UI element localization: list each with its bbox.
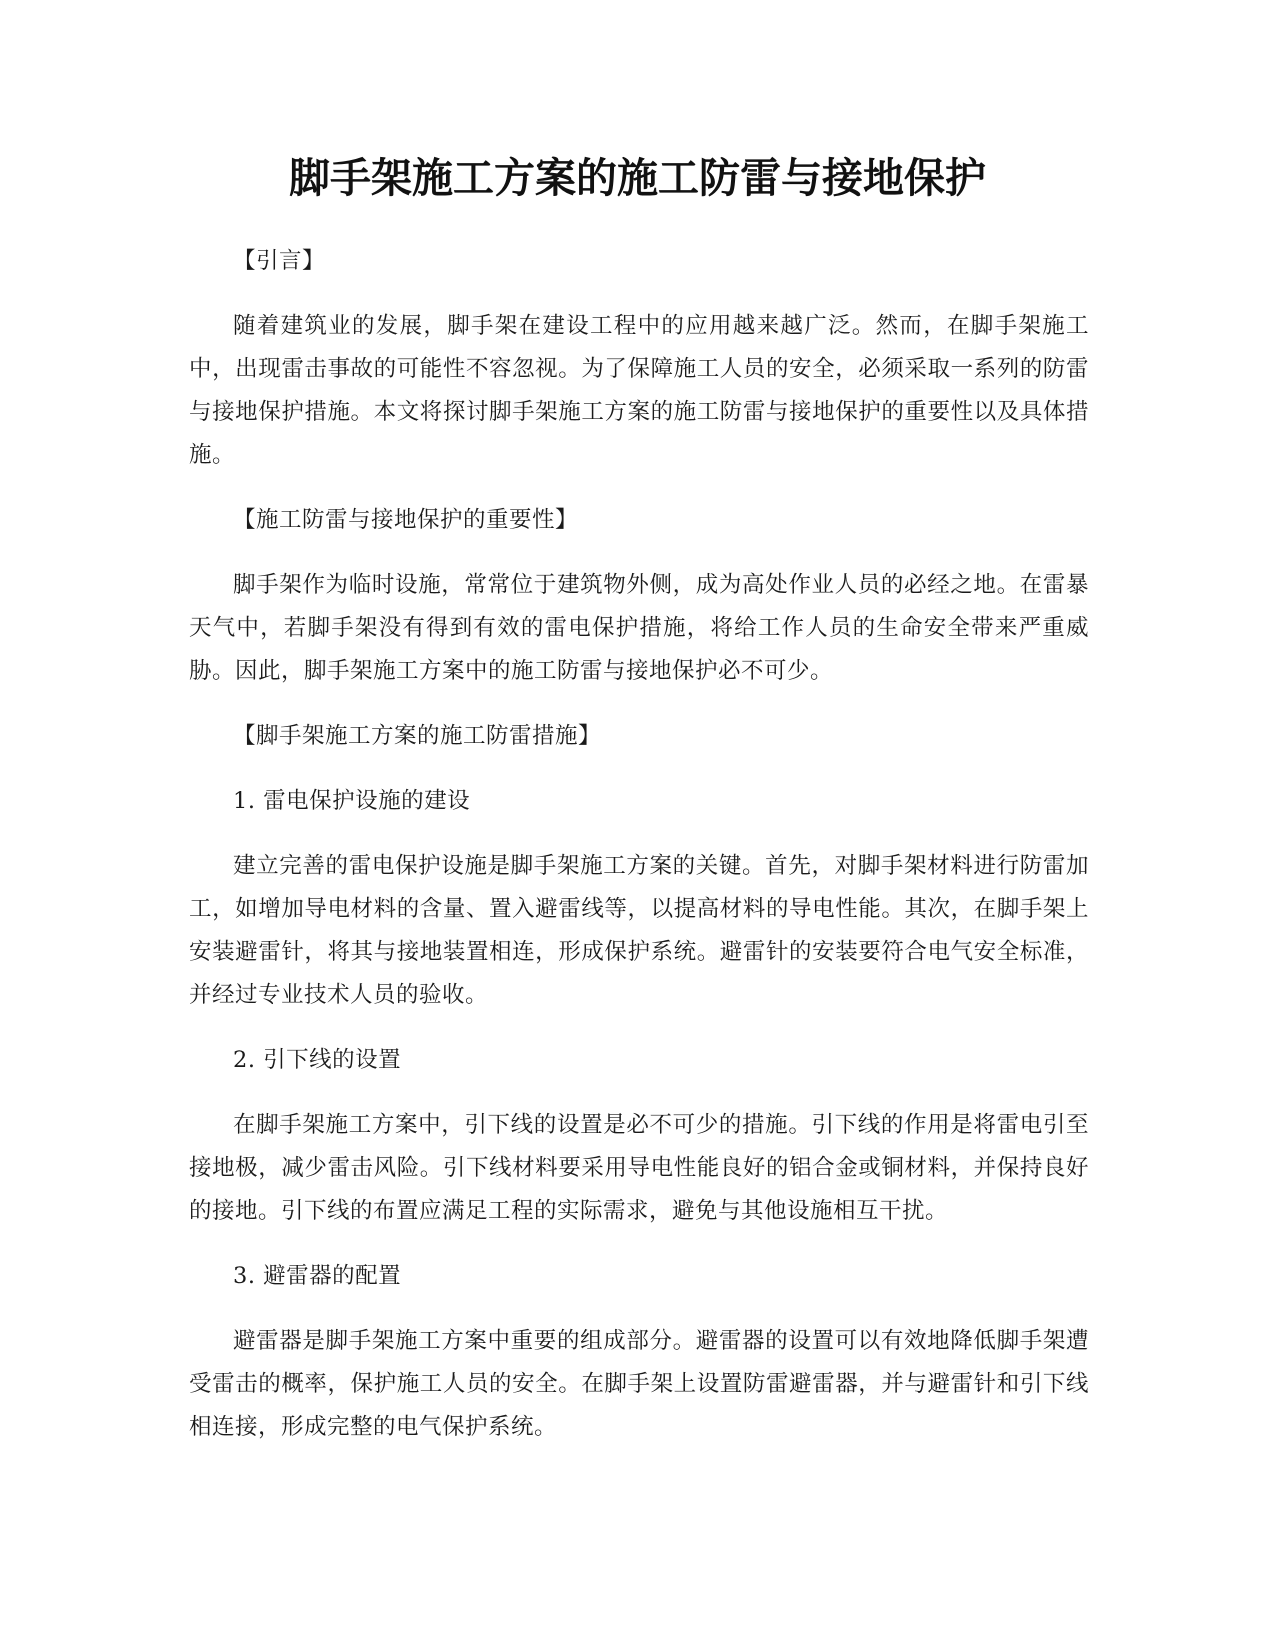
- subheading-item-2: 2. 引下线的设置: [233, 1047, 402, 1073]
- paragraph-item-1: 建立完善的雷电保护设施是脚手架施工方案的关键。首先，对脚手架材料进行防雷加工，如增加导电材料的含量、置入避雷线等，以提高材料的导电性能。其次，在脚手架上安装避雷针，将其与接地装置相连，形成保护系统。避雷针的安装要符合电气安全标准，并经过专业技术人员的验收。: [189, 853, 1089, 1008]
- paragraph-item-2: 在脚手架施工方案中，引下线的设置是必不可少的措施。引下线的作用是将雷电引至接地极，减少雷击风险。引下线材料要采用导电性能良好的铝合金或铜材料，并保持良好的接地。引下线的布置应满足工程的实际需求，避免与其他设施相互干扰。: [189, 1112, 1089, 1224]
- section-heading-measures: 【脚手架施工方案的施工防雷措施】: [233, 723, 602, 749]
- subheading-item-3: 3. 避雷器的配置: [233, 1263, 402, 1289]
- subheading-item-1: 1. 雷电保护设施的建设: [233, 788, 471, 814]
- document-body: [189, 240, 1089, 1449]
- document-title: 脚手架施工方案的施工防雷与接地保护: [289, 154, 986, 202]
- paragraph-item-3: 避雷器是脚手架施工方案中重要的组成部分。避雷器的设置可以有效地降低脚手架遭受雷击的概率，保护施工人员的安全。在脚手架上设置防雷避雷器，并与避雷针和引下线相连接，形成完整的电气保护系统。: [189, 1328, 1089, 1440]
- section-heading-importance: 【施工防雷与接地保护的重要性】: [233, 507, 579, 533]
- section-heading-intro: 【引言】: [233, 248, 326, 274]
- paragraph-importance: 脚手架作为临时设施，常常位于建筑物外侧，成为高处作业人员的必经之地。在雷暴天气中，若脚手架没有得到有效的雷电保护措施，将给工作人员的生命安全带来严重威胁。因此，脚手架施工方案中的施工防雷与接地保护必不可少。: [189, 572, 1089, 684]
- paragraph-intro: 随着建筑业的发展，脚手架在建设工程中的应用越来越广泛。然而，在脚手架施工中，出现雷击事故的可能性不容忽视。为了保障施工人员的安全，必须采取一系列的防雷与接地保护措施。本文将探讨脚手架施工方案的施工防雷与接地保护的重要性以及具体措施。: [189, 313, 1089, 468]
